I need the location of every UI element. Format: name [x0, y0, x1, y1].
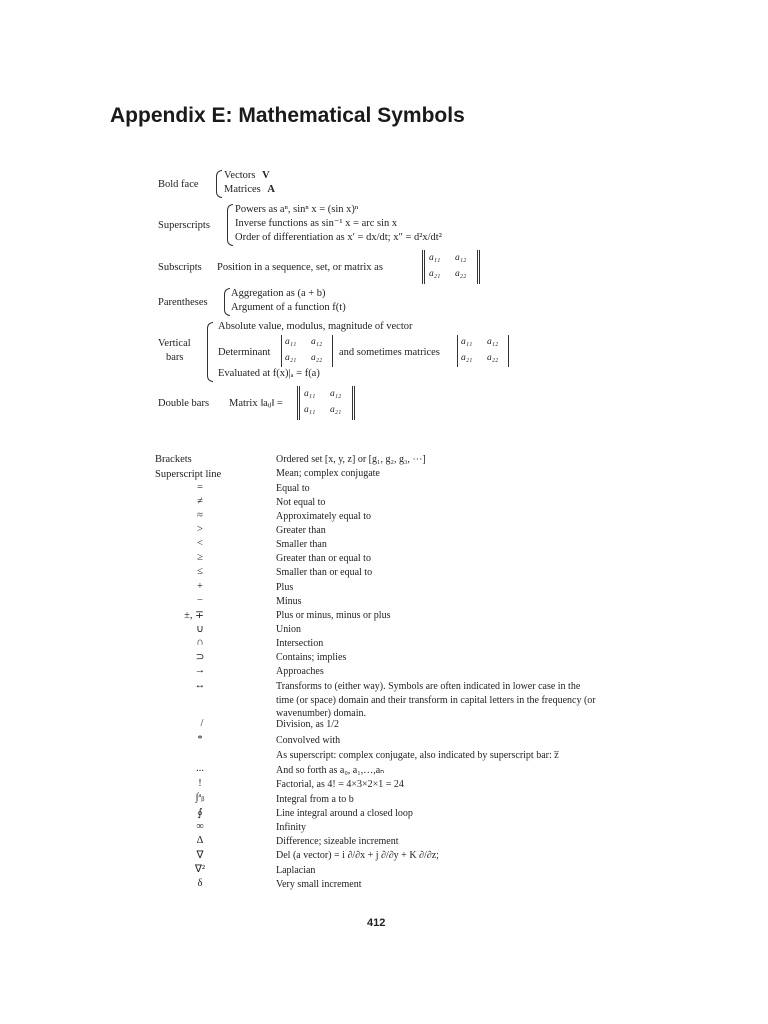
- table-row-description: Union: [276, 624, 301, 635]
- parentheses-line-2: Argument of a function f(t): [231, 302, 346, 313]
- superscripts-line-1: Powers as aⁿ, sinⁿ x = (sin x)ⁿ: [235, 204, 359, 215]
- table-row-description: Greater than or equal to: [276, 553, 371, 564]
- double-bars-label: Double bars: [158, 398, 210, 409]
- matrix-cell: a₂₁: [330, 405, 342, 415]
- parentheses-brace: [224, 288, 230, 316]
- table-row-description: time (or space) domain and their transform in capital letters in the frequency (or: [276, 695, 596, 706]
- table-row-description: Intersection: [276, 638, 324, 649]
- matrix-cell: a₁₂: [455, 253, 467, 263]
- table-row-description: Approaches: [276, 666, 324, 677]
- table-row-symbol: <: [197, 538, 203, 549]
- matrices-symbol: A: [267, 184, 275, 195]
- vectors-text: Vectors: [224, 170, 256, 181]
- vertical-bars-line-1: Absolute value, modulus, magnitude of vector: [218, 321, 413, 332]
- page-title: Appendix E: Mathematical Symbols: [110, 104, 465, 127]
- matrix-cell: a₁₁: [304, 405, 316, 415]
- table-row-description: As superscript: complex conjugate, also indicated by superscript bar: z̅: [276, 750, 559, 761]
- table-row-description: Factorial, as 4! = 4×3×2×1 = 24: [276, 779, 404, 790]
- table-row-description: Very small increment: [276, 879, 362, 890]
- table-row-description: Smaller than: [276, 539, 327, 550]
- table-row-symbol: *: [197, 734, 203, 745]
- double-bars-text: Matrix ‖aᵢⱼ‖ =: [229, 398, 283, 409]
- superscripts-label: Superscripts: [158, 220, 210, 231]
- determinant-matrix: [281, 335, 333, 367]
- matrix-cell: a₂₂: [311, 353, 323, 363]
- table-row-symbol: Superscript line: [155, 469, 222, 480]
- table-row-symbol: /: [200, 718, 204, 729]
- matrix-cell: a₂₁: [285, 353, 297, 363]
- matrix-cell: a₁₁: [429, 253, 441, 263]
- table-row-symbol: ∩: [196, 637, 204, 648]
- table-row-description: Transforms to (either way). Symbols are often indicated in lower case in the: [276, 681, 581, 692]
- table-row-symbol: ≥: [197, 552, 203, 563]
- table-row-symbol: =: [197, 482, 203, 493]
- matrix-cell: a₁₁: [461, 337, 473, 347]
- matrix-cell: a₂₁: [461, 353, 473, 363]
- table-row-description: Equal to: [276, 483, 310, 494]
- matrix-cell: a₁₁: [304, 389, 316, 399]
- table-row-symbol: >: [197, 524, 203, 535]
- table-row-description: Difference; sizeable increment: [276, 836, 399, 847]
- table-row-symbol: ∞: [196, 821, 204, 832]
- table-row-description: Laplacian: [276, 865, 316, 876]
- double-bars-matrix: [297, 386, 355, 420]
- table-row-symbol: →: [194, 665, 206, 676]
- bold-face-line-1: [224, 169, 270, 182]
- table-row-symbol: ≠: [197, 496, 203, 507]
- matrix-cell: a₁₂: [330, 389, 342, 399]
- superscripts-line-3: Order of differentiation as x′ = dx/dt; x″ = d²x/dt²: [235, 232, 442, 243]
- table-row-symbol: ±, ∓: [184, 610, 204, 621]
- table-row-description: Plus: [276, 582, 294, 593]
- superscripts-brace: [227, 204, 233, 246]
- vertical-bars-label-2: bars: [166, 352, 184, 363]
- table-row-description: wavenumber) domain.: [276, 708, 366, 719]
- superscripts-line-2: Inverse functions as sin⁻¹ x = arc sin x: [235, 218, 398, 229]
- matrix-cell: a₂₂: [455, 269, 467, 279]
- table-row-description: Del (a vector) = i ∂/∂x + j ∂/∂y + K ∂/∂z;: [276, 850, 439, 861]
- table-row-description: Smaller than or equal to: [276, 567, 373, 578]
- vertical-bars-label-1: Vertical: [158, 338, 191, 349]
- table-row-description: Plus or minus, minus or plus: [276, 610, 391, 621]
- table-row-symbol: ∇: [196, 850, 204, 861]
- table-row-description: Not equal to: [276, 497, 326, 508]
- table-row-description: Infinity: [276, 822, 306, 833]
- table-row-symbol: ∪: [196, 624, 204, 635]
- table-row-symbol: ∫ᵃᵦ: [195, 792, 205, 803]
- matrix-cell: a₂₂: [487, 353, 499, 363]
- table-row-symbol: ...: [196, 763, 204, 774]
- table-row-symbol: δ: [197, 878, 203, 889]
- table-row-description: Convolved with: [276, 735, 341, 746]
- table-row-symbol: !: [198, 778, 202, 789]
- table-row-description: Mean; complex conjugate: [276, 468, 380, 479]
- page-number: 412: [367, 917, 386, 929]
- table-row-symbol: Δ: [196, 835, 204, 846]
- table-row-symbol: ⊃: [195, 652, 205, 663]
- table-row-symbol: ≤: [197, 566, 203, 577]
- table-row-symbol: ↔: [194, 680, 206, 691]
- table-row-description: Integral from a to b: [276, 794, 354, 805]
- bold-face-label: Bold face: [158, 179, 199, 190]
- matrices-text: Matrices: [224, 184, 261, 195]
- table-row-description: Minus: [276, 596, 302, 607]
- table-row-symbol: Brackets: [155, 454, 192, 465]
- parentheses-label: Parentheses: [158, 297, 208, 308]
- table-row-description: Line integral around a closed loop: [276, 808, 413, 819]
- matrix-cell: a₁₂: [311, 337, 323, 347]
- vertical-bars-brace: [207, 322, 213, 382]
- matrix-cell: a₁₁: [285, 337, 297, 347]
- vectors-symbol: V: [262, 170, 270, 181]
- sometimes-matrices-text: and sometimes matrices: [339, 347, 440, 358]
- subscripts-text: Position in a sequence, set, or matrix as: [217, 262, 383, 273]
- table-row-symbol: ≈: [197, 510, 203, 521]
- subscripts-matrix: [422, 250, 480, 284]
- table-row-symbol: ∇²: [194, 864, 206, 875]
- table-row-description: Approximately equal to: [276, 511, 371, 522]
- parentheses-line-1: Aggregation as (a + b): [231, 288, 326, 299]
- table-row-symbol: −: [197, 595, 203, 606]
- bold-face-brace: [216, 170, 222, 198]
- subscripts-label: Subscripts: [158, 262, 202, 273]
- table-row-description: And so forth as a₀, a₁,…,aₙ: [276, 765, 385, 776]
- table-row-description: Greater than: [276, 525, 326, 536]
- matrix-cell: a₁₂: [487, 337, 499, 347]
- table-row-description: Contains; implies: [276, 652, 347, 663]
- bold-face-line-2: [224, 183, 275, 196]
- table-row-symbol: +: [197, 581, 203, 592]
- matrices-example: [457, 335, 509, 367]
- table-row-description: Ordered set [x, y, z] or [g₁, g₂, g₃, ⋯]: [276, 454, 426, 465]
- matrix-cell: a₂₁: [429, 269, 441, 279]
- table-row-symbol: ∮: [197, 808, 203, 819]
- vertical-bars-line-3: Evaluated at f(x)|ₐ = f(a): [218, 368, 320, 379]
- determinant-label: Determinant: [218, 347, 271, 358]
- table-row-description: Division, as 1/2: [276, 719, 340, 730]
